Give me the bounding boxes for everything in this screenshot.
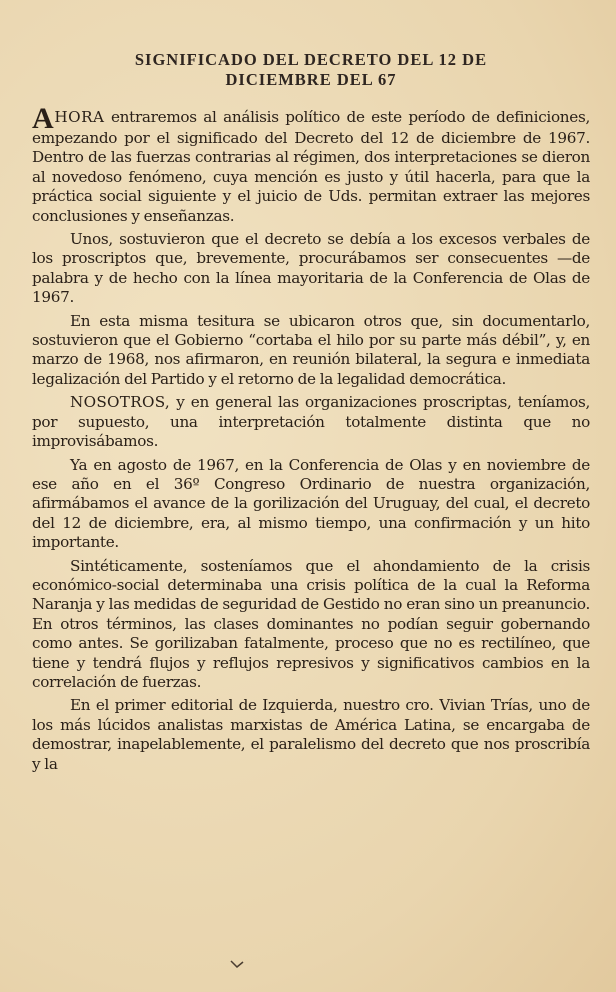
paragraph-7: En el primer editorial de Izquierda, nuestro cro. Vivian Trías, uno de los más lúcidos analistas marxistas de América Latina, se encargaba de demostrar, inapelablemente, el paralelismo del decreto que nos proscribía y la [32,696,590,773]
title-line-1: SIGNIFICADO DEL DECRETO DEL 12 DE [134,50,488,69]
ink-mark [230,960,244,968]
lead-word: HORA [54,108,105,126]
article-title [32,50,590,90]
paragraph-1 [32,102,590,226]
paragraph-4 [32,393,590,451]
paragraph-4-text: y en general las organizaciones proscriptas, teníamos, por supuesto, una interpretación totalmente distinta que no improvisábamos. [32,393,590,451]
paragraph-3: En esta misma tesitura se ubicaron otros que, sin documentarlo, sostuvieron que el Gobierno “cortaba el hilo por su parte más débil”, y, en marzo de 1968, nos afirmaron, en reunión bilateral, la segura e inmediata legalización del Partido y el retorno de la legalidad democrática. [32,311,590,388]
paragraph-5: Ya en agosto de 1967, en la Conferencia de Olas y en noviembre de ese año en el 36º Congreso Ordinario de nuestra organización, afirmábamos el avance de la gorilización del Uruguay, del cual, el decreto del 12 de diciembre, era, al mismo tiempo, una confirmación y un hito importante. [32,455,590,552]
paragraph-1-text: entraremos al análisis político de este período de definiciones, empezando por el significado del Decreto del 12 de diciembre de 1967. Dentro de las fuerzas contrarias al régimen, dos interpretaciones se dieron al novedoso fenómeno, cuya mención es justo y útil hacerla, para que la práctica social siguiente y el juicio de Uds. permitan extraer las mejores conclusiones y enseñanzas. [32,108,590,225]
nosotros-word: NOSOTROS, [70,393,171,412]
drop-cap: A [32,102,54,135]
title-line-2: DICIEMBRE DEL 67 [225,70,397,89]
paragraph-6: Sintéticamente, sosteníamos que el ahondamiento de la crisis económico-social determinaba una crisis política de la cual la Reforma Naranja y las medidas de seguridad de Gestido no eran sino un preanuncio. En otros términos, las clases dominantes no podían seguir gobernando como antes. Se gorilizaban fatalmente, proceso que no es rectilíneo, que tiene y tendrá flujos y reflujos represivos y significativos cambios en la correlación de fuerzas. [32,556,590,691]
paragraph-2: Unos, sostuvieron que el decreto se debía a los excesos verbales de los proscriptos que, brevemente, procurábamos ser consecuentes —de palabra y de hecho con la línea mayoritaria de la Conferencia de Olas de 1967. [32,230,590,307]
article-body [32,102,590,774]
